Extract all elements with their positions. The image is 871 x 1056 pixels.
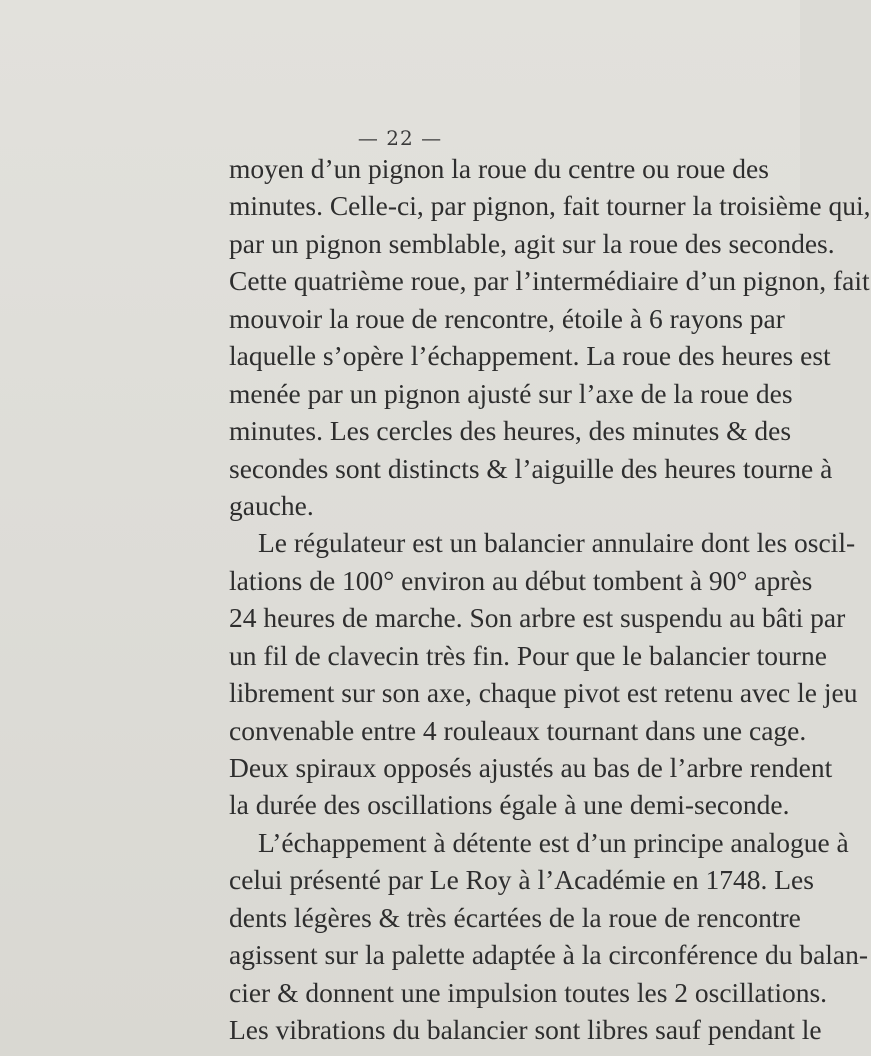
text-line: mouvoir la roue de rencontre, étoile à 6 rayons par — [229, 302, 785, 334]
text-line: Deux spiraux opposés ajustés au bas de l’arbre rendent — [229, 752, 833, 783]
text-line: gauche. — [229, 489, 314, 521]
text-line: lations de 100° environ au début tombent à 90° après — [229, 564, 813, 596]
text-line: laquelle s’opère l’échappement. La roue des heures est — [229, 340, 831, 372]
text-line: moyen d’un pignon la roue du centre ou roue des — [229, 153, 769, 184]
text-line: Le régulateur est un balancier annulaire dont les oscil- — [258, 527, 856, 559]
text-line: secondes sont distincts & l’aiguille des heures tourne à — [229, 452, 833, 484]
paragraph-3 — [229, 824, 869, 1049]
text-line: librement sur son axe, chaque pivot est retenu avec le jeu — [229, 677, 858, 709]
text-line: convenable entre 4 rouleaux tournant dans une cage. — [229, 714, 807, 746]
text-line: 24 heures de marche. Son arbre est suspendu au bâti par — [229, 602, 846, 634]
text-line: la durée des oscillations égale à une demi-seconde. — [229, 789, 790, 821]
text-line: minutes. Les cercles des heures, des minutes & des — [229, 415, 792, 447]
text-line: dents légères & très écartées de la roue de rencontre — [229, 901, 801, 933]
text-line: un fil de clavecin très fin. Pour que le balancier tourne — [229, 639, 827, 671]
body-text — [229, 150, 871, 1049]
text-line: minutes. Celle-ci, par pignon, fait tourner la troisième qui, — [229, 190, 871, 222]
paragraph-2 — [229, 524, 858, 824]
text-line: cier & donnent une impulsion toutes les 2 oscillations. — [229, 976, 828, 1008]
text-line: agissent sur la palette adaptée à la circonférence du balan- — [229, 939, 869, 971]
paragraph-1 — [229, 150, 871, 524]
text-line: par un pignon semblable, agit sur la roue des secondes. — [229, 227, 835, 259]
text-line: celui présenté par Le Roy à l’Académie en 1748. Les — [229, 864, 814, 896]
text-line: L’échappement à détente est d’un principe analogue à — [258, 826, 849, 858]
text-line: menée par un pignon ajusté sur l’axe de la roue des — [229, 377, 793, 409]
text-line: Les vibrations du balancier sont libres sauf pendant le — [229, 1014, 822, 1046]
page-number: — 22 — — [357, 126, 443, 150]
text-line: Cette quatrième roue, par l’intermédiaire d’un pignon, fait — [229, 265, 870, 297]
